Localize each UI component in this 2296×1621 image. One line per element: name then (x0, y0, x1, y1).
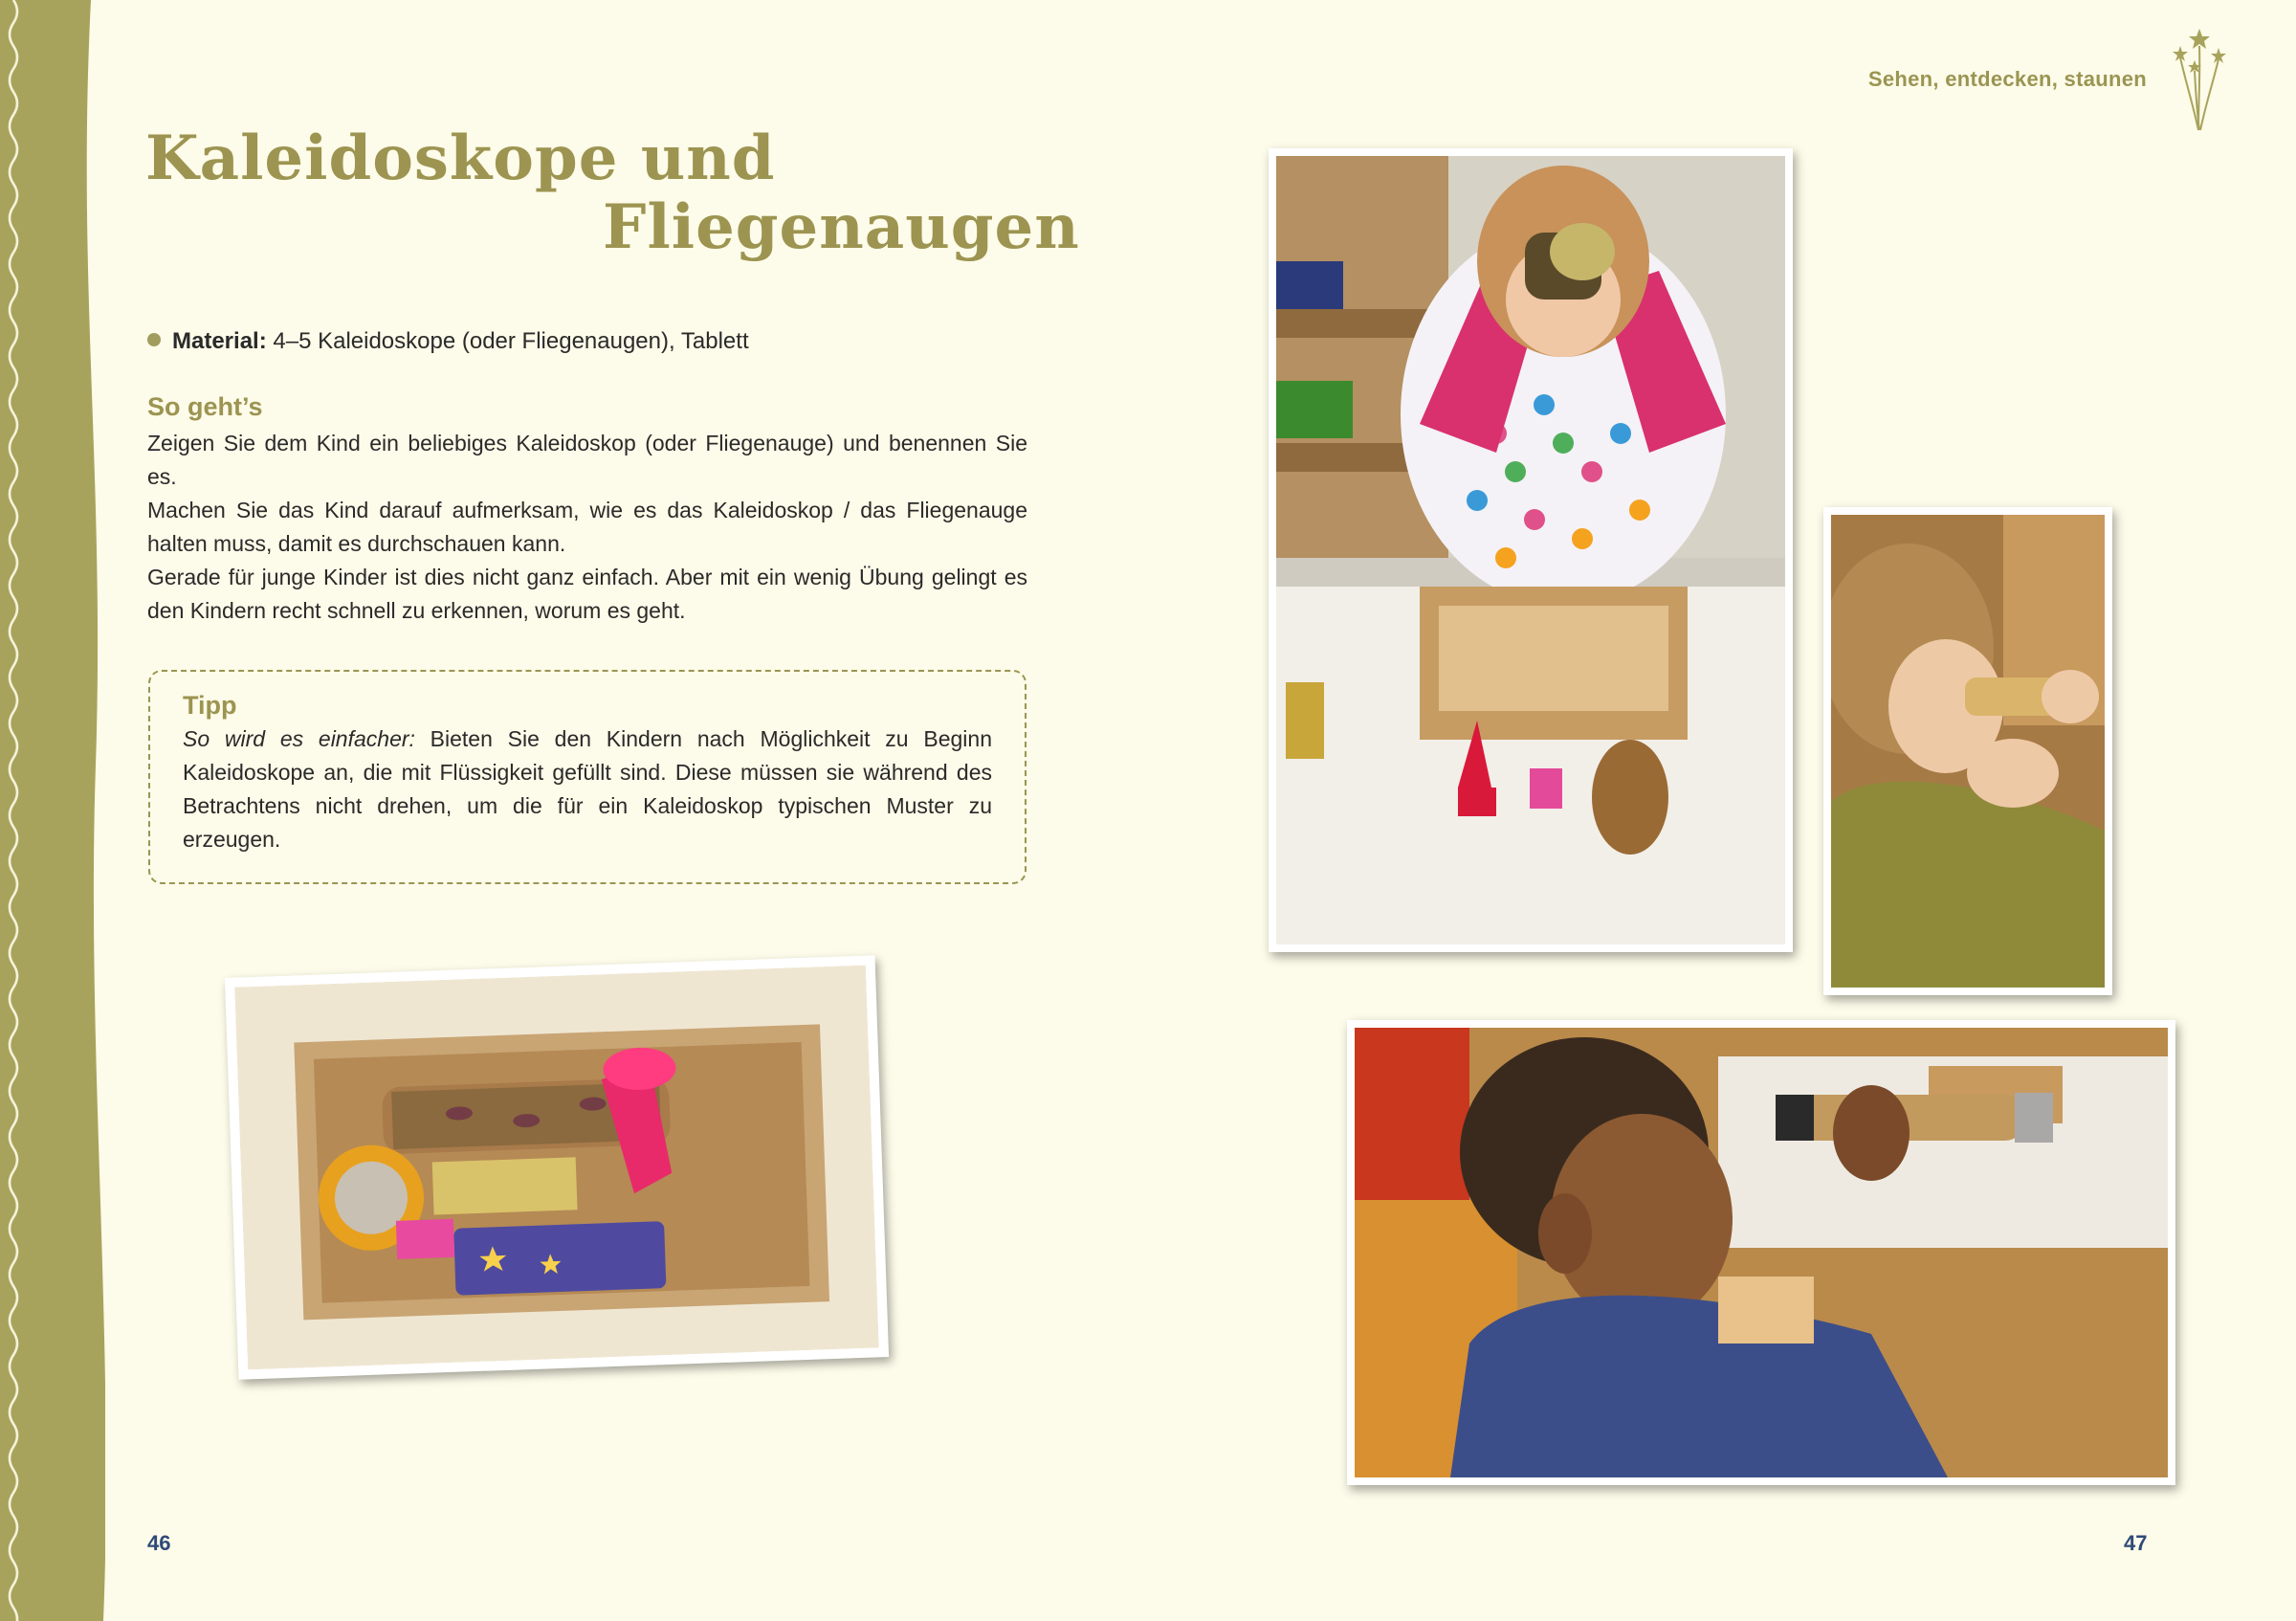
howto-paragraph: Gerade für junge Kinder ist dies nicht ganz einfach. Aber mit ein wenig Übung gelingt es den Kindern recht schnell zu erkennen, worum es geht. (147, 565, 1027, 623)
boy-image (1831, 515, 2105, 988)
tip-text: Bieten Sie den Kindern nach Möglichkeit zu Beginn Kaleidoskope an, die mit Flüssigkeit gefüllt sind. Diese müssen sie während des Betrachtens nicht drehen, um die für ein Kaleidoskop typischen Muster zu erzeugen. (183, 726, 992, 852)
tip-body (183, 722, 992, 856)
photo-girl-kaleidoscope (1269, 148, 1793, 952)
wavy-border-decoration (0, 0, 105, 1621)
girl-image (1276, 156, 1785, 944)
howto-paragraph: Machen Sie das Kind darauf aufmerksam, wie es das Kaleidoskop / das Fliegenauge halten muss, damit es durchschauen kann. (147, 498, 1027, 556)
tip-lead: So wird es einfacher: (183, 726, 415, 751)
running-head: Sehen, entdecken, staunen (1867, 67, 2147, 91)
howto-paragraph: Zeigen Sie dem Kind ein beliebiges Kaleidoskop (oder Fliegenauge) und benennen Sie es. (147, 431, 1027, 489)
material-line (147, 328, 749, 355)
bullet-icon (147, 333, 161, 346)
stars-icon (2166, 27, 2233, 132)
howto-body (147, 427, 1027, 628)
tip-box (148, 670, 1027, 884)
page-title-line2: Fliegenaugen (603, 191, 1080, 263)
material-text: 4–5 Kaleidoskope (oder Fliegenaugen), Tablett (266, 328, 749, 354)
material-label: Material: (172, 328, 267, 354)
photo-child-long-kaleidoscope (1347, 1020, 2175, 1485)
tip-heading: Tipp (183, 691, 237, 720)
page-number-right: 47 (2124, 1531, 2148, 1555)
kaleidoscope-box-image (234, 966, 879, 1370)
page-number-left: 46 (147, 1531, 171, 1555)
photo-kaleidoscope-box (225, 955, 889, 1379)
page-title-line1: Kaleidoskope und (145, 122, 776, 194)
photo-boy-kaleidoscope (1823, 507, 2112, 995)
child-image (1355, 1028, 2168, 1477)
howto-heading: So geht’s (147, 392, 263, 421)
